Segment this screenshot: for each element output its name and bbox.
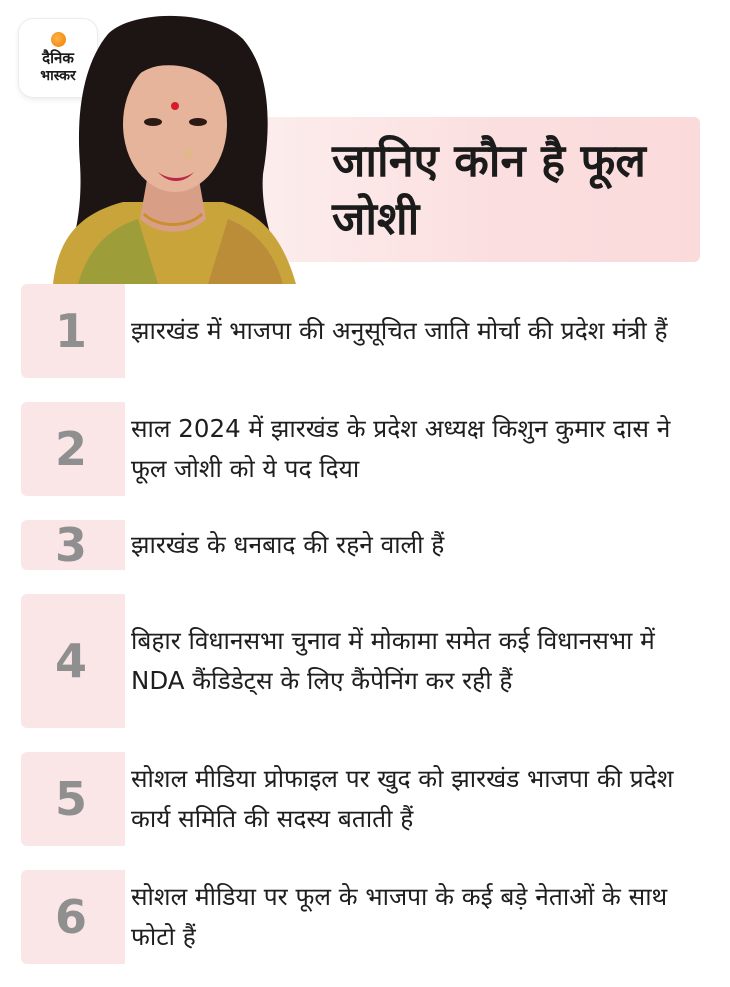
fact-number: 5 [54, 772, 87, 826]
fact-number: 4 [54, 634, 87, 688]
fact-card-1 [21, 284, 709, 378]
fact-number: 3 [54, 518, 87, 572]
fact-number: 2 [54, 422, 87, 476]
fact-card-4 [21, 594, 709, 728]
portrait-photo [38, 14, 306, 284]
fact-text: साल 2024 में झारखंड के प्रदेश अध्यक्ष किशुन कुमार दास ने फूल जोशी को ये पद दिया [125, 402, 709, 496]
page-title: जानिए कौन है फूल जोशी [332, 134, 646, 245]
fact-card-5 [21, 752, 709, 846]
logo-line-1: दैनिक [42, 48, 74, 67]
logo-line-2: भास्कर [40, 67, 76, 84]
fact-number: 6 [54, 890, 87, 944]
fact-number: 1 [54, 304, 87, 358]
fact-text: सोशल मीडिया प्रोफाइल पर खुद को झारखंड भाजपा की प्रदेश कार्य समिति की सदस्य बताती हैं [125, 752, 709, 846]
fact-card-3 [21, 520, 709, 570]
fact-text: सोशल मीडिया पर फूल के भाजपा के कई बड़े नेताओं के साथ फोटो हैं [125, 870, 709, 964]
fact-text: बिहार विधानसभा चुनाव में मोकामा समेत कई विधानसभा में NDA कैंडिडेट्स के लिए कैंपेनिंग कर रही हैं [125, 594, 709, 728]
fact-text: झारखंड के धनबाद की रहने वाली हैं [125, 520, 709, 570]
fact-text: झारखंड में भाजपा की अनुसूचित जाति मोर्चा की प्रदेश मंत्री हैं [125, 284, 709, 378]
fact-card-2 [21, 402, 709, 496]
fact-card-6 [21, 870, 709, 964]
